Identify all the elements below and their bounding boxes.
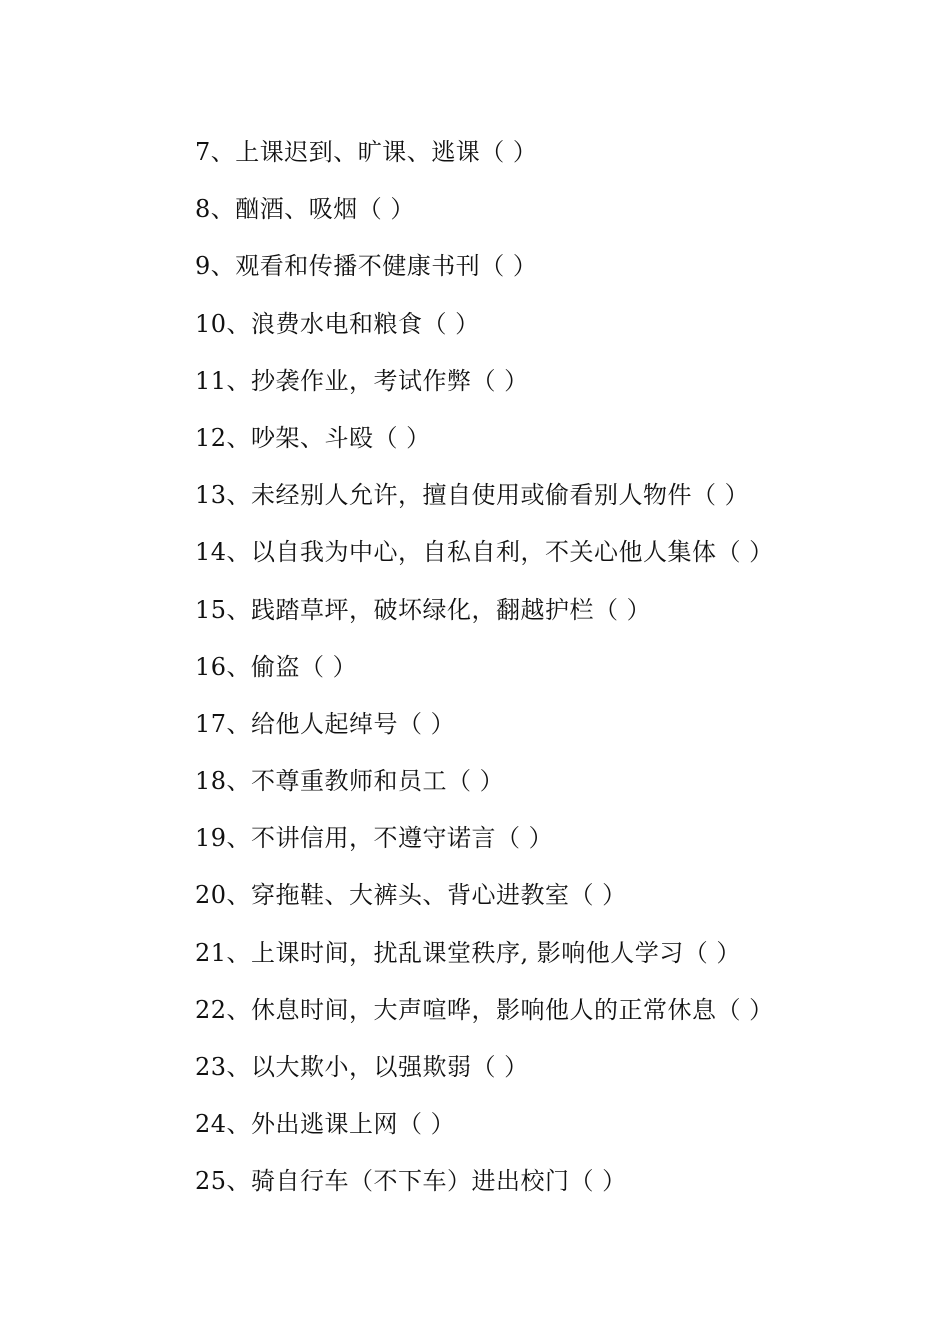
list-item: 14、以自我为中心，自私自利，不关心他人集体（ ） — [195, 538, 774, 567]
list-item: 25、骑自行车（不下车）进出校门（ ） — [195, 1167, 627, 1196]
list-item: 20、穿拖鞋、大裤头、背心进教室（ ） — [195, 881, 627, 910]
list-item: 18、不尊重教师和员工（ ） — [195, 767, 505, 796]
behavior-item-list — [195, 134, 774, 1221]
list-item: 11、抄袭作业，考试作弊（ ） — [195, 366, 529, 395]
list-item: 10、浪费水电和粮食（ ） — [195, 309, 480, 338]
list-item: 16、偷盗（ ） — [195, 652, 358, 681]
list-item: 13、未经别人允许，擅自使用或偷看别人物件（ ） — [195, 481, 750, 510]
list-item: 15、践踏草坪，破坏绿化，翻越护栏（ ） — [195, 595, 652, 624]
list-item: 23、以大欺小，以强欺弱（ ） — [195, 1053, 529, 1081]
list-item: 12、吵架、斗殴（ ） — [195, 423, 431, 452]
list-item: 9、观看和传播不健康书刊（ ） — [195, 252, 538, 281]
list-item: 21、上课时间，扰乱课堂秩序, 影响他人学习（ ） — [195, 938, 741, 967]
list-item: 7、上课迟到、旷课、逃课（ ） — [195, 138, 538, 166]
list-item: 17、给他人起绰号（ ） — [195, 709, 456, 738]
list-item: 24、外出逃课上网（ ） — [195, 1110, 456, 1139]
list-item: 8、酗酒、吸烟（ ） — [195, 195, 415, 224]
list-item: 22、休息时间，大声喧哗，影响他人的正常休息（ ） — [195, 995, 774, 1024]
list-item: 19、不讲信用，不遵守诺言（ ） — [195, 824, 554, 853]
